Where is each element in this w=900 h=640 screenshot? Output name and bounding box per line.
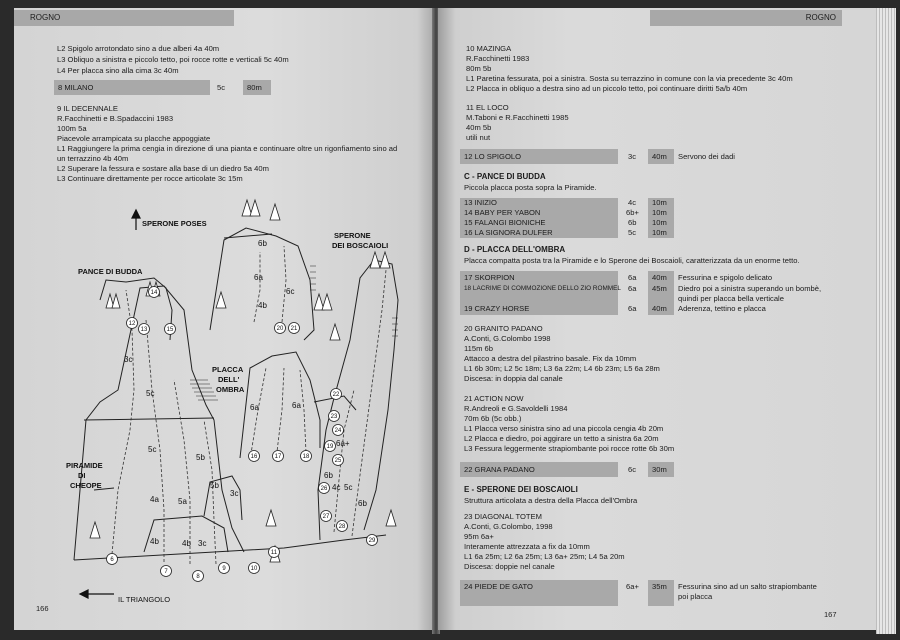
topo-grade-label: 6a+: [336, 439, 350, 448]
route-number-label: 25: [334, 458, 342, 465]
d-route-name: 17 SKORPION: [464, 273, 515, 282]
intro-line: L4 Per placca sino alla cima 3c 40m: [57, 66, 179, 75]
route-10-line: 80m 5b: [466, 64, 492, 73]
route-24-grade: 6a+: [626, 582, 639, 591]
route-12-note: Servono dei dadi: [678, 152, 735, 161]
route-20-line: 115m 6b: [464, 344, 493, 353]
route-number-label: 19: [326, 444, 334, 451]
right-page-number: 167: [824, 610, 837, 619]
route-22-grade: 6c: [628, 465, 637, 474]
route-8-name: 8 MILANO: [58, 83, 94, 92]
topo-grade-label: 4a: [150, 495, 159, 504]
label-sperone: SPERONE: [334, 231, 371, 240]
route-10-line: L2 Placca in obliquo a destra sino ad un piccolo tetto, poi continuare diritti 5a/b 40m: [466, 84, 748, 93]
route-21-line: L2 Placca e diedro, poi aggirare un tetto a sinistra 6a 20m: [464, 434, 659, 443]
left-header: ROGNO: [30, 13, 61, 22]
topo-grade-label: 6c: [286, 287, 295, 296]
topo-grade-label: 3c: [230, 489, 239, 498]
c-route-length: 10m: [652, 208, 667, 217]
right-header-bar: [650, 10, 842, 26]
topo-grade-label: 6a: [254, 273, 263, 282]
section-e-desc: Struttura articolata a destra della Placca dell'Ombra: [464, 496, 638, 505]
label-di: DI: [78, 471, 86, 480]
label-pance-di-budda: PANCE DI BUDDA: [78, 267, 143, 276]
d-route-grade: 6a: [628, 304, 637, 313]
route-9-line: un terrazzino 4b 40m: [57, 154, 129, 163]
route-23-line: 23 DIAGONAL TOTEM: [464, 512, 542, 521]
route-23-line: 95m 6a+: [464, 532, 494, 541]
route-11-line: 40m 5b: [466, 123, 492, 132]
route-number-label: 29: [368, 538, 376, 545]
left-page-number: 166: [36, 604, 49, 613]
page-edge: [876, 8, 896, 634]
left-header-bar: [14, 10, 234, 26]
route-9-line: 100m 5a: [57, 124, 87, 133]
d-route-note: Aderenza, tettino e placca: [678, 304, 766, 313]
c-route-name: 16 LA SIGNORA DULFER: [464, 228, 553, 237]
topo-grade-label: 6b: [258, 239, 267, 248]
topo-grade-label: 3c: [198, 539, 207, 548]
route-number-label: 13: [140, 327, 148, 334]
route-24-name: 24 PIEDE DE GATO: [464, 582, 533, 591]
route-number-label: 22: [332, 392, 340, 399]
route-number-label: 6: [110, 557, 114, 564]
label-il-triangolo: IL TRIANGOLO: [118, 595, 171, 604]
route-8-grade: 5c: [217, 83, 226, 92]
route-21-line: 21 ACTION NOW: [464, 394, 524, 403]
d-route-note: quindi per placca bella verticale: [678, 294, 784, 303]
label-piramide: PIRAMIDE: [66, 461, 103, 470]
route-12-length: 40m: [652, 152, 667, 161]
route-22-length: 30m: [652, 465, 667, 474]
route-number-label: 17: [274, 454, 282, 461]
route-number-label: 24: [334, 428, 342, 435]
route-number-label: 23: [330, 414, 338, 421]
section-c-title: C - PANCE DI BUDDA: [464, 172, 546, 181]
route-9-line: L1 Raggiungere la prima cengia in direzione di una pianta e continuare oltre un rigonfiamento sino ad: [57, 144, 398, 153]
route-number-label: 27: [322, 514, 330, 521]
topo-grade-label: 5a: [178, 497, 187, 506]
route-21-line: R.Andreoli e G.Savoldelli 1984: [464, 404, 568, 413]
topo-grade-label: 6b: [324, 471, 333, 480]
topo-grade-label: 4b: [258, 301, 267, 310]
route-12-name: 12 LO SPIGOLO: [464, 152, 521, 161]
route-23-line: L1 6a 25m; L2 6a 25m; L3 6a+ 25m; L4 5a 20m: [464, 552, 625, 561]
topo-grade-label: 6b: [358, 499, 367, 508]
section-e-title: E - SPERONE DEI BOSCAIOLI: [464, 485, 578, 494]
d-route-note: Fessurina e spigolo delicato: [678, 273, 773, 282]
right-header: ROGNO: [805, 13, 836, 22]
d-route-grade: 6a: [628, 284, 637, 293]
route-number-label: 15: [166, 327, 174, 334]
topo-grade-label: 5b: [196, 453, 205, 462]
route-20-line: Discesa: in doppia dal canale: [464, 374, 563, 383]
route-12-grade: 3c: [628, 152, 637, 161]
route-23-line: Interamente attrezzata a fix da 10mm: [464, 542, 590, 551]
route-9-line: 9 IL DECENNALE: [57, 104, 118, 113]
route-20-line: A.Conti, G.Colombo 1998: [464, 334, 551, 343]
label-sperone-poses: SPERONE POSES: [142, 219, 207, 228]
c-route-grade: 4c: [628, 198, 637, 207]
route-number-label: 8: [196, 574, 200, 581]
route-number-label: 16: [250, 454, 258, 461]
label-ombra: OMBRA: [216, 385, 245, 394]
c-route-name: 14 BABY PER YABON: [464, 208, 541, 217]
route-number-label: 14: [150, 290, 158, 297]
route-number-label: 7: [164, 569, 168, 576]
route-22-name: 22 GRANA PADANO: [464, 465, 535, 474]
route-9-line: L3 Continuare direttamente per rocce articolate 3c 15m: [57, 174, 243, 183]
route-20-line: Attacco a destra del pilastrino basale. Fix da 10mm: [464, 354, 637, 363]
topo-grade-label: 4b: [150, 537, 159, 546]
route-11-line: M.Taboni e R.Facchinetti 1985: [466, 113, 569, 122]
route-20-line: L1 6b 30m; L2 5c 18m; L3 6a 22m; L4 6b 23m; L5 6a 28m: [464, 364, 660, 373]
d-route-name: 18 LACRIME DI COMMOZIONE DELLO ZIO ROMMEL: [464, 285, 621, 292]
route-21-line: 70m 6b (5c obb.): [464, 414, 522, 423]
route-10-line: L1 Paretina fessurata, poi a sinistra. Sosta su terrazzino in comune con la via precedente 3c 40m: [466, 74, 793, 83]
section-c-desc: Piccola placca posta sopra la Piramide.: [464, 183, 597, 192]
route-number-label: 9: [222, 566, 226, 573]
c-route-length: 10m: [652, 218, 667, 227]
route-23-line: A.Conti, G.Colombo, 1998: [464, 522, 553, 531]
label-placca: PLACCA: [212, 365, 244, 374]
route-number-label: 28: [338, 524, 346, 531]
route-24-length: 35m: [652, 582, 667, 591]
route-number-label: 18: [302, 454, 310, 461]
route-9-line: R.Facchinetti e B.Spadaccini 1983: [57, 114, 174, 123]
c-route-grade: 6b: [628, 218, 637, 227]
route-10-line: R.Facchinetti 1983: [466, 54, 530, 63]
topo-grade-label: 6a: [292, 401, 301, 410]
d-route-name: 19 CRAZY HORSE: [464, 304, 530, 313]
route-23-line: Discesa: doppie nel canale: [464, 562, 555, 571]
topo-grade-label: 5c: [146, 389, 155, 398]
route-10-line: 10 MAZINGA: [466, 44, 512, 53]
intro-line: L3 Obliquo a sinistra e piccolo tetto, poi rocce rotte e verticali 5c 40m: [57, 55, 289, 64]
route-21-line: L3 Fessura leggermente strapiombante poi rocce rotte 6b 30m: [464, 444, 675, 453]
route-number-label: 26: [320, 486, 328, 493]
c-route-length: 10m: [652, 198, 667, 207]
topo-grade-label: 5c: [148, 445, 157, 454]
topo-grade-label: 4c: [332, 483, 341, 492]
route-9-line: Piacevole arrampicata su placche appoggiate: [57, 134, 211, 143]
left-page: [14, 8, 434, 630]
c-route-length: 10m: [652, 228, 667, 237]
intro-line: L2 Spigolo arrotondato sino a due alberi 4a 40m: [57, 44, 220, 53]
section-d-title: D - PLACCA DELL'OMBRA: [464, 245, 566, 254]
topo-grade-label: 3c: [124, 355, 133, 364]
topo-grade-label: 6a: [250, 403, 259, 412]
route-11-line: 11 EL LOCO: [466, 103, 509, 112]
topo-grade-label: 5c: [344, 483, 353, 492]
c-route-name: 15 FALANGI BIONICHE: [464, 218, 546, 227]
route-number-label: 21: [290, 326, 298, 333]
c-route-name: 13 INIZIO: [464, 198, 497, 207]
route-number-label: 11: [270, 550, 278, 557]
label-cheope: CHEOPE: [70, 481, 102, 490]
d-route-grade: 6a: [628, 273, 637, 282]
route-21-line: L1 Placca verso sinistra sino ad una piccola cengia 4b 20m: [464, 424, 664, 433]
d-route-note: Diedro poi a sinistra superando un bombè,: [678, 284, 822, 293]
topo-grade-label: 4b: [182, 539, 191, 548]
section-d-desc: Placca compatta posta tra la Piramide e lo Sperone dei Boscaioli, caratterizzata da un enorme tetto.: [464, 256, 800, 265]
label-dell: DELL': [218, 375, 240, 384]
c-route-grade: 6b+: [626, 208, 639, 217]
right-page: [438, 8, 878, 630]
c-route-grade: 5c: [628, 228, 637, 237]
route-8-length: 80m: [247, 83, 262, 92]
d-route-length: 40m: [652, 273, 667, 282]
route-9-line: L2 Superare la fessura e sostare alla base di un diedro 5a 40m: [57, 164, 269, 173]
d-route-length: 40m: [652, 304, 667, 313]
d-route-length: 45m: [652, 284, 667, 293]
topo-grade-label: 5b: [210, 481, 219, 490]
topo-drawing: [14, 190, 434, 610]
route-number-label: 12: [128, 321, 136, 328]
route-20-line: 20 GRANITO PADANO: [464, 324, 543, 333]
route-number-label: 20: [276, 326, 284, 333]
label-boscaioli: DEI BOSCAIOLI: [332, 241, 389, 250]
route-11-line: utili nut: [466, 133, 491, 142]
route-number-label: 10: [250, 566, 258, 573]
route-24-note: poi placca: [678, 592, 713, 601]
route-24-note: Fessurina sino ad un salto strapiombante: [678, 582, 817, 591]
